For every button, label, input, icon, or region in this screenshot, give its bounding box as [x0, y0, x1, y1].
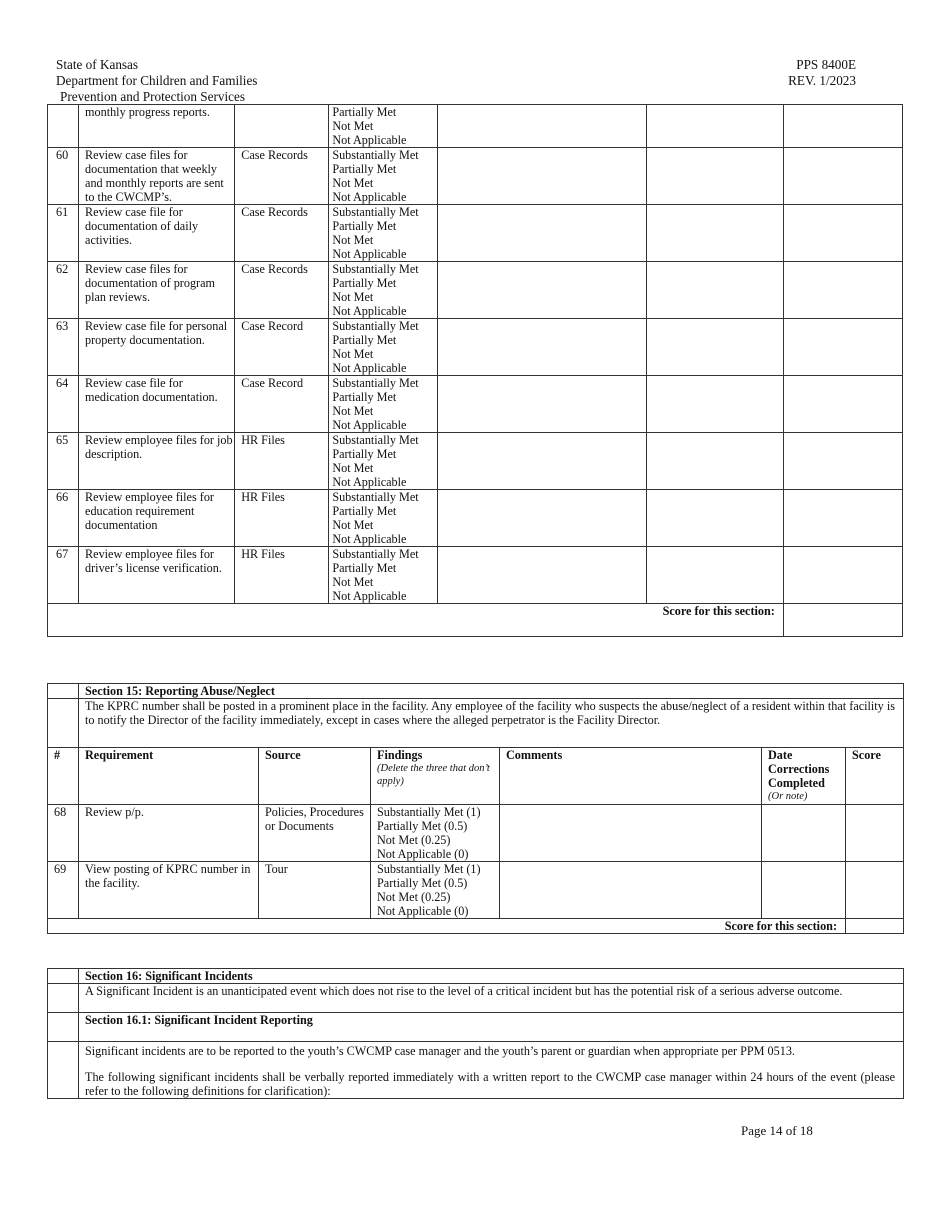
findings-cell[interactable] — [329, 433, 438, 490]
score-cell[interactable] — [783, 547, 902, 604]
revision-date: REV. 1/2023 — [788, 73, 856, 88]
table-row — [48, 319, 903, 376]
section15-title: Section 15: Reporting Abuse/Neglect — [79, 684, 904, 699]
row-number: 68 — [48, 805, 79, 862]
findings-cell[interactable] — [329, 490, 438, 547]
findings-cell[interactable] — [329, 205, 438, 262]
table-row — [48, 433, 903, 490]
score-cell[interactable] — [846, 805, 904, 862]
requirement-cell: Review case file for personal property documentation. — [79, 319, 235, 376]
requirement-cell: Review case file for documentation of daily activities. — [79, 205, 235, 262]
col-findings-header: Findings (Delete the three that don’t apply) — [371, 748, 500, 805]
finding-option: Not Met — [332, 347, 374, 361]
source-cell: HR Files — [235, 433, 329, 490]
finding-option: Not Met (0.25) — [377, 890, 451, 904]
row-number: 66 — [48, 490, 79, 547]
comments-cell[interactable] — [438, 148, 646, 205]
comments-cell[interactable] — [438, 376, 646, 433]
finding-option: Not Applicable — [332, 304, 407, 318]
page-number: Page 14 of 18 — [741, 1123, 813, 1138]
comments-cell[interactable] — [438, 490, 646, 547]
col-comments-header: Comments — [500, 748, 762, 805]
col-num-header: # — [48, 748, 79, 805]
table-row — [48, 205, 903, 262]
finding-option: Not Applicable — [332, 361, 407, 375]
findings-cell[interactable] — [329, 547, 438, 604]
table-row — [48, 148, 903, 205]
date-cell[interactable] — [646, 205, 783, 262]
requirement-cell: Review case file for medication documentation. — [79, 376, 235, 433]
comments-cell[interactable] — [438, 433, 646, 490]
section-score-row — [48, 919, 904, 934]
source-cell: Case Record — [235, 319, 329, 376]
table-row — [48, 490, 903, 547]
date-cell[interactable] — [762, 862, 846, 919]
finding-option: Substantially Met — [332, 319, 419, 333]
findings-cell[interactable] — [329, 319, 438, 376]
source-cell: HR Files — [235, 490, 329, 547]
section-score-cell[interactable] — [846, 919, 904, 934]
comments-cell[interactable] — [438, 205, 646, 262]
finding-option: Partially Met — [332, 162, 397, 176]
date-cell[interactable] — [646, 148, 783, 205]
col-source-header: Source — [259, 748, 371, 805]
finding-option: Not Met (0.25) — [377, 833, 451, 847]
date-cell[interactable] — [646, 547, 783, 604]
finding-option: Substantially Met — [332, 148, 419, 162]
findings-cell[interactable] — [329, 376, 438, 433]
source-cell: Case Records — [235, 262, 329, 319]
section-score-cell[interactable] — [783, 604, 902, 637]
score-cell[interactable] — [783, 262, 902, 319]
finding-option: Partially Met — [332, 390, 397, 404]
source-cell: Case Record — [235, 376, 329, 433]
date-cell[interactable] — [646, 433, 783, 490]
table-row — [48, 105, 903, 148]
score-cell[interactable] — [783, 319, 902, 376]
comments-cell[interactable] — [438, 105, 646, 148]
findings-cell[interactable] — [329, 148, 438, 205]
finding-option: Substantially Met — [332, 547, 419, 561]
date-cell[interactable] — [646, 319, 783, 376]
table-row — [48, 805, 904, 862]
finding-option: Substantially Met — [332, 433, 419, 447]
finding-option: Substantially Met — [332, 262, 419, 276]
finding-option: Partially Met — [332, 561, 397, 575]
finding-option: Not Applicable — [332, 418, 407, 432]
finding-option: Not Met — [332, 404, 374, 418]
section15-table — [47, 683, 904, 934]
date-cell[interactable] — [646, 490, 783, 547]
score-cell[interactable] — [783, 148, 902, 205]
findings-cell[interactable] — [371, 805, 500, 862]
row-number: 67 — [48, 547, 79, 604]
date-note: (Or note) — [768, 791, 808, 802]
division-name: Prevention and Protection Services — [60, 89, 245, 104]
column-header-row — [48, 748, 904, 805]
table-row — [48, 547, 903, 604]
finding-option: Partially Met (0.5) — [377, 819, 468, 833]
source-cell: Tour — [259, 862, 371, 919]
section14-table — [47, 104, 903, 637]
requirement-cell: Review employee files for job description. — [79, 433, 235, 490]
section16-table — [47, 968, 904, 1099]
comments-cell[interactable] — [500, 862, 762, 919]
col-requirement-header: Requirement — [79, 748, 259, 805]
requirement-cell: Review employee files for education requirement documentation — [79, 490, 235, 547]
state-name: State of Kansas — [56, 57, 139, 72]
requirement-cell: Review employee files for driver’s license verification. — [79, 547, 235, 604]
section16-definition: A Significant Incident is an unanticipated event which does not rise to the level of a critical incident but has the potential risk of a serious adverse outcome. — [79, 984, 904, 1013]
finding-option: Substantially Met (1) — [377, 805, 481, 819]
finding-option: Not Met — [332, 461, 374, 475]
finding-option: Not Applicable — [332, 247, 407, 261]
department-name: Department for Children and Families — [56, 73, 258, 88]
finding-option: Not Met — [332, 290, 374, 304]
comments-cell[interactable] — [438, 547, 646, 604]
requirement-cell: monthly progress reports. — [79, 105, 235, 148]
findings-cell[interactable] — [329, 262, 438, 319]
table-row — [48, 862, 904, 919]
section16-para1: Significant incidents are to be reported to the youth’s CWCMP case manager and the youth’s parent or guardian when appropriate per PPM 0513. — [79, 1042, 904, 1059]
finding-option: Not Applicable — [332, 190, 407, 204]
source-cell: Policies, Procedures or Documents — [259, 805, 371, 862]
col-score-header: Score — [846, 748, 904, 805]
finding-option: Not Met — [332, 176, 374, 190]
finding-option: Not Applicable — [332, 475, 407, 489]
date-cell[interactable] — [646, 262, 783, 319]
row-number: 61 — [48, 205, 79, 262]
section16-para2: The following significant incidents shall be verbally reported immediately with a written report to the CWCMP case manager within 24 hours of the event (please refer to the following definitions for clarification): — [79, 1070, 904, 1099]
source-cell: Case Records — [235, 148, 329, 205]
finding-option: Substantially Met — [332, 205, 419, 219]
comments-cell[interactable] — [438, 319, 646, 376]
score-cell[interactable] — [783, 376, 902, 433]
finding-option: Not Applicable (0) — [377, 847, 469, 861]
requirement-cell: Review case files for documentation of program plan reviews. — [79, 262, 235, 319]
finding-option: Partially Met — [332, 276, 397, 290]
finding-option: Partially Met (0.5) — [377, 876, 468, 890]
finding-option: Not Applicable — [332, 532, 407, 546]
date-cell[interactable] — [646, 105, 783, 148]
table-row — [48, 376, 903, 433]
score-label: Score for this section: — [48, 919, 846, 934]
form-number: PPS 8400E — [796, 57, 856, 72]
score-cell[interactable] — [783, 433, 902, 490]
row-number: 63 — [48, 319, 79, 376]
row-number: 62 — [48, 262, 79, 319]
score-cell[interactable] — [783, 205, 902, 262]
finding-option: Not Applicable (0) — [377, 904, 469, 918]
requirement-cell: Review p/p. — [79, 805, 259, 862]
finding-option: Substantially Met — [332, 490, 419, 504]
col-date-header: Date Corrections Completed (Or note) — [762, 748, 846, 805]
score-cell[interactable] — [783, 490, 902, 547]
finding-option: Partially Met — [332, 447, 397, 461]
finding-option: Substantially Met (1) — [377, 862, 481, 876]
table-row — [48, 262, 903, 319]
section16-1-title: Section 16.1: Significant Incident Reporting — [79, 1013, 904, 1042]
date-cell[interactable] — [646, 376, 783, 433]
requirement-cell: Review case files for documentation that weekly and monthly reports are sent to the CWCMP’s. — [79, 148, 235, 205]
section-score-row — [48, 604, 903, 637]
finding-option: Not Met — [332, 575, 374, 589]
source-cell: HR Files — [235, 547, 329, 604]
score-cell[interactable] — [846, 862, 904, 919]
date-cell[interactable] — [762, 805, 846, 862]
section-title-row — [48, 684, 904, 699]
finding-option: Not Applicable — [332, 589, 407, 603]
section-description-row — [48, 699, 904, 748]
finding-option: Partially Met — [332, 333, 397, 347]
score-cell[interactable] — [783, 105, 902, 148]
comments-cell[interactable] — [438, 262, 646, 319]
row-number: 65 — [48, 433, 79, 490]
finding-option: Substantially Met — [332, 376, 419, 390]
comments-cell[interactable] — [500, 805, 762, 862]
finding-option: Not Met — [332, 233, 374, 247]
row-number: 64 — [48, 376, 79, 433]
row-number: 69 — [48, 862, 79, 919]
finding-option: Not Met — [332, 518, 374, 532]
findings-note: (Delete the three that don’t apply) — [377, 763, 490, 787]
finding-option: Partially Met — [332, 219, 397, 233]
score-label: Score for this section: — [48, 604, 784, 637]
row-number: 60 — [48, 148, 79, 205]
requirement-cell: View posting of KPRC number in the facility. — [79, 862, 259, 919]
section16-title: Section 16: Significant Incidents — [79, 969, 904, 984]
findings-cell[interactable]: Partially Met Not Met Not Applicable — [329, 105, 438, 148]
findings-cell[interactable] — [371, 862, 500, 919]
section15-description: The KPRC number shall be posted in a prominent place in the facility. Any employee of the facility who suspects the abuse/neglect of a resident within that facility is to notify the Director of the facility immediately, except in cases where the alleged perpetrator is the Facility Director. — [79, 699, 904, 748]
finding-option: Partially Met — [332, 504, 397, 518]
source-cell: Case Records — [235, 205, 329, 262]
